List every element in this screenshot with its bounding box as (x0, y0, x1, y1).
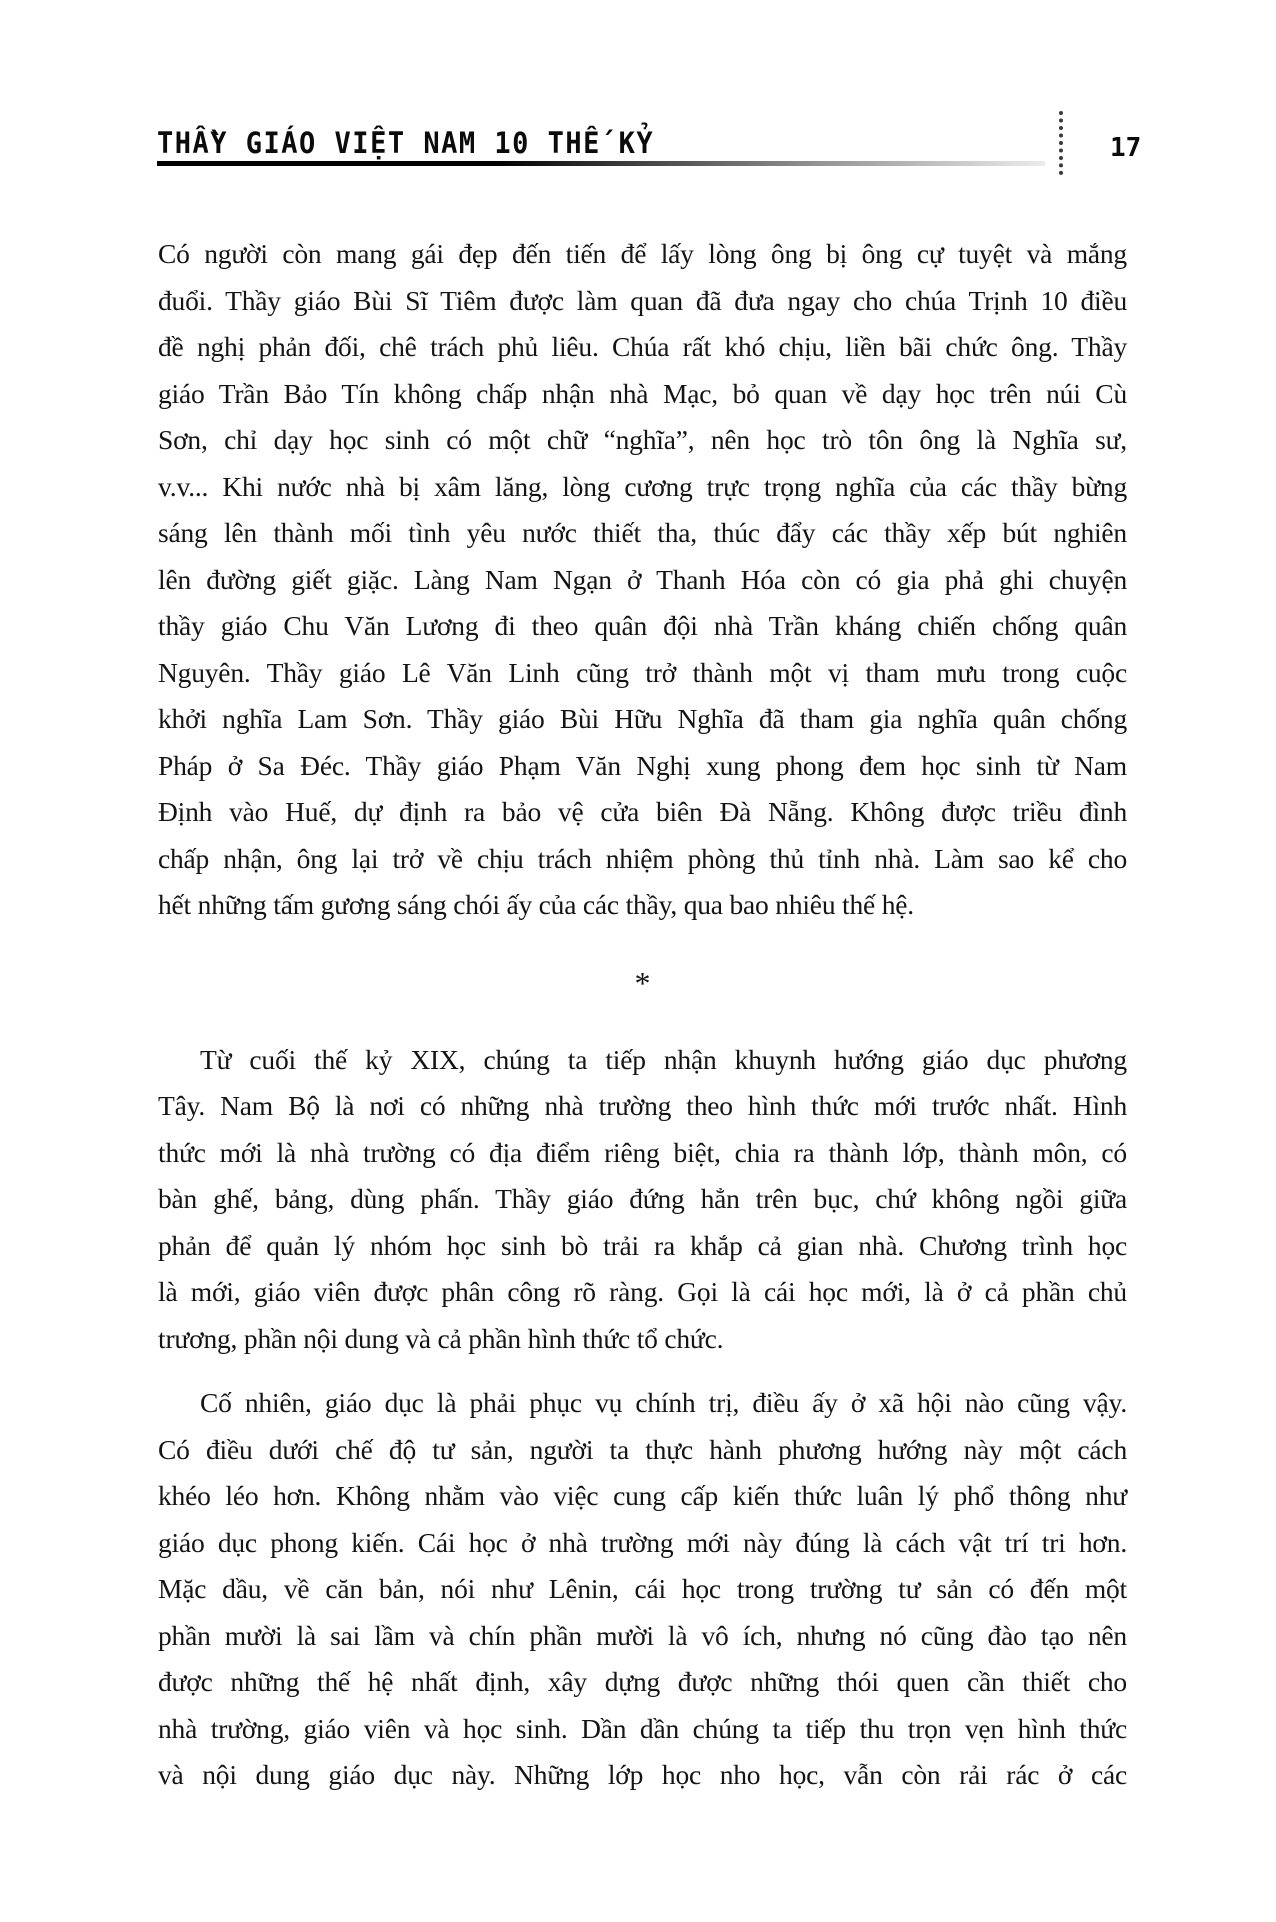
text-line: phản để quản lý nhóm học sinh bò trải ra khắp cả gian nhà. Chương trình học (158, 1229, 1127, 1261)
paragraph (158, 231, 1127, 929)
text-line: thầy giáo Chu Văn Lương đi theo quân đội nhà Trần kháng chiến chống quân (158, 610, 1127, 641)
text-line: giáo dục phong kiến. Cái học ở nhà trường mới này đúng là cách vật trí tri hơn. (158, 1526, 1127, 1558)
paragraph (158, 1037, 1127, 1363)
text-line: Pháp ở Sa Đéc. Thầy giáo Phạm Văn Nghị xung phong đem học sinh từ Nam (158, 749, 1127, 781)
text-line: là mới, giáo viên được phân công rõ ràng. Gọi là cái học mới, là ở cả phần chủ (158, 1276, 1127, 1307)
text-line: Có người còn mang gái đẹp đến tiến để lấy lòng ông bị ông cự tuyệt và mắng (158, 238, 1127, 269)
text-line: sáng lên thành mối tình yêu nước thiết tha, thúc đẩy các thầy xếp bút nghiên (158, 517, 1127, 548)
text-line: đuổi. Thầy giáo Bùi Sĩ Tiêm được làm quan đã đưa ngay cho chúa Trịnh 10 điều (158, 284, 1127, 316)
text-block (158, 231, 1127, 1799)
text-line: bàn ghế, bảng, dùng phấn. Thầy giáo đứng hẳn trên bục, chứ không ngồi giữa (158, 1183, 1127, 1214)
text-line: Định vào Huế, dự định ra bảo vệ cửa biên Đà Nẵng. Không được triều đình (158, 796, 1127, 827)
text-line: Mặc dầu, về căn bản, nói như Lênin, cái học trong trường tư sản có đến một (158, 1573, 1127, 1604)
text-line: Có điều dưới chế độ tư sản, người ta thực hành phương hướng này một cách (158, 1433, 1127, 1465)
text-line: và nội dung giáo dục này. Những lớp học nho học, vẫn còn rải rác ở các (158, 1759, 1127, 1790)
text-line: đề nghị phản đối, chê trách phủ liêu. Chúa rất khó chịu, liền bãi chức ông. Thầy (158, 331, 1127, 362)
paragraph (158, 1380, 1127, 1799)
text-line: lên đường giết giặc. Làng Nam Ngạn ở Thanh Hóa còn có gia phả ghi chuyện (158, 563, 1127, 595)
text-line: thức mới là nhà trường có địa điểm riêng biệt, chia ra thành lớp, thành môn, có (158, 1136, 1127, 1168)
text-line: hết những tấm gương sáng chói ấy của các thầy, qua bao nhiêu thế hệ. (158, 889, 914, 920)
text-line: v.v... Khi nước nhà bị xâm lăng, lòng cương trực trọng nghĩa của các thầy bừng (158, 470, 1127, 502)
text-line: trương, phần nội dung và cả phần hình thức tổ chức. (158, 1322, 724, 1354)
text-line: nhà trường, giáo viên và học sinh. Dần dần chúng ta tiếp thu trọn vẹn hình thức (158, 1712, 1127, 1744)
text-line: giáo Trần Bảo Tín không chấp nhận nhà Mạc, bỏ quan về dạy học trên núi Cù (158, 377, 1127, 409)
text-line: chấp nhận, ông lại trở về chịu trách nhiệm phòng thủ tỉnh nhà. Làm sao kể cho (158, 842, 1127, 874)
header-rule (157, 161, 1045, 166)
text-line: khéo léo hơn. Không nhằm vào việc cung cấp kiến thức luân lý phổ thông như (158, 1480, 1127, 1511)
folio-divider-bar (1059, 111, 1063, 175)
text-line: Nguyên. Thầy giáo Lê Văn Linh cũng trở thành một vị tham mưu trong cuộc (158, 656, 1127, 688)
text-line: Cố nhiên, giáo dục là phải phục vụ chính trị, điều ấy ở xã hội nào cũng vậy. (200, 1387, 1127, 1418)
page-number: 17 (1110, 133, 1142, 163)
text-line: Sơn, chỉ dạy học sinh có một chữ “nghĩa”, nên học trò tôn ông là Nghĩa sư, (158, 424, 1127, 455)
text-line: phần mười là sai lầm và chín phần mười là vô ích, nhưng nó cũng đào tạo nên (158, 1619, 1127, 1651)
section-separator-asterisk: * (634, 964, 651, 1001)
text-line: Từ cuối thế kỷ XIX, chúng ta tiếp nhận khuynh hướng giáo dục phương (200, 1043, 1127, 1075)
text-line: Tây. Nam Bộ là nơi có những nhà trường theo hình thức mới trước nhất. Hình (158, 1090, 1127, 1121)
running-head-title: THẦY GIÁO VIỆT NAM 10 THẾ KỶ (157, 127, 655, 161)
text-line: được những thế hệ nhất định, xây dựng được những thói quen cần thiết cho (158, 1666, 1127, 1697)
text-line: khởi nghĩa Lam Sơn. Thầy giáo Bùi Hữu Nghĩa đã tham gia nghĩa quân chống (158, 703, 1127, 734)
